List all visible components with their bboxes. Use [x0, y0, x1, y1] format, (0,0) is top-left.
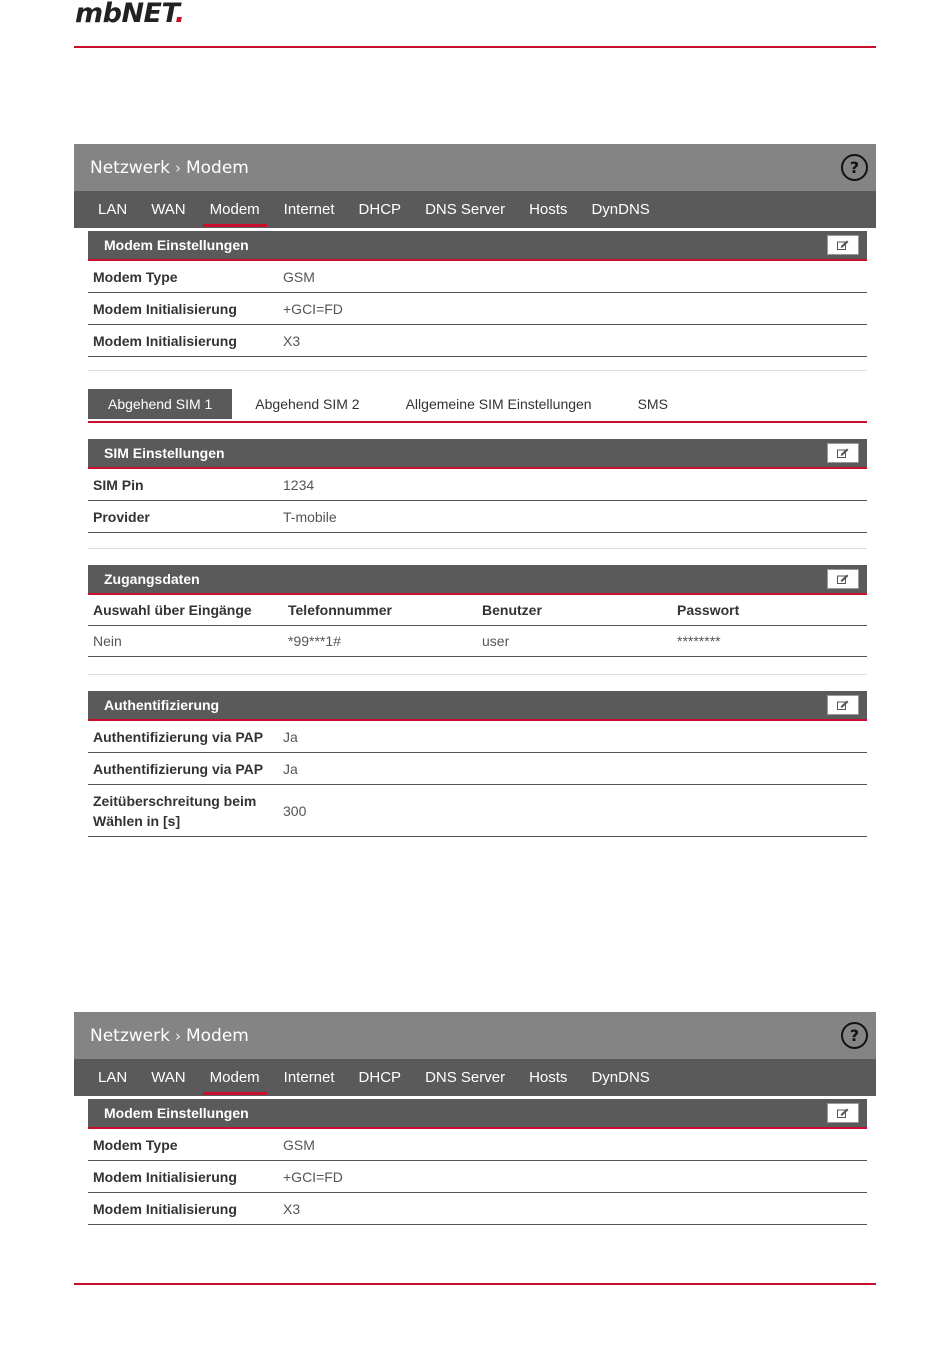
table-row: [88, 1161, 867, 1193]
tab-allgemeine-sim[interactable]: Allgemeine SIM Einstellungen: [405, 396, 592, 412]
network-panel: [74, 144, 876, 228]
sim-settings-section: [88, 439, 867, 533]
row-label: Modem Initialisierung: [93, 1168, 237, 1185]
section-header: [88, 565, 867, 595]
divider: [88, 370, 867, 371]
tab-lan[interactable]: LAN: [98, 1069, 128, 1086]
row-value: GSM: [283, 1136, 315, 1153]
tab-wan[interactable]: WAN: [151, 201, 186, 218]
row-value: Ja: [283, 760, 298, 777]
table-row: [88, 785, 867, 837]
column-header: Telefonnummer: [283, 595, 477, 626]
tab-abgehend-sim-2[interactable]: Abgehend SIM 2: [255, 396, 360, 412]
edit-icon: [837, 700, 849, 710]
table-row: [88, 261, 867, 293]
row-value: X3: [283, 332, 301, 349]
panel-titlebar: [74, 1012, 876, 1059]
tab-sms[interactable]: SMS: [637, 396, 668, 412]
panel-titlebar: [74, 144, 876, 191]
table-row: [88, 325, 867, 357]
edit-button[interactable]: [827, 695, 859, 715]
table-row: [88, 1129, 867, 1161]
table-row: [88, 501, 867, 533]
section-title: Authentifizierung: [104, 697, 220, 713]
tab-wan[interactable]: WAN: [151, 1069, 186, 1086]
edit-button[interactable]: [827, 443, 859, 463]
row-label: Modem Initialisierung: [93, 300, 237, 317]
section-title: Modem Einstellungen: [104, 237, 249, 253]
section-header: [88, 691, 867, 721]
divider: [88, 674, 867, 675]
network-tabs: [74, 1059, 876, 1096]
table-row: [88, 721, 867, 753]
table-row: [88, 1193, 867, 1225]
table-row: [88, 753, 867, 785]
network-tabs: [74, 191, 876, 228]
section-header: [88, 231, 867, 261]
table-row: [88, 469, 867, 501]
section-header: [88, 1099, 867, 1129]
section-title: Zugangsdaten: [104, 571, 200, 587]
row-label: Modem Initialisierung: [93, 1200, 237, 1217]
row-label: Modem Type: [93, 1136, 178, 1153]
column-header: Auswahl über Eingänge: [88, 595, 283, 626]
tab-lan[interactable]: LAN: [98, 201, 128, 218]
modem-settings-section-2: [88, 1099, 867, 1225]
row-label: Modem Type: [93, 268, 178, 285]
section-title: SIM Einstellungen: [104, 445, 225, 461]
access-section: [88, 565, 867, 657]
table-cell: *99***1#: [283, 626, 477, 657]
tab-abgehend-sim-1[interactable]: Abgehend SIM 1: [88, 389, 232, 419]
table-row: [88, 293, 867, 325]
mbnet-logo: mbNET.: [75, 0, 185, 29]
edit-button[interactable]: [827, 235, 859, 255]
footer-rule: [74, 1283, 876, 1285]
edit-icon: [837, 448, 849, 458]
row-value: +GCI=FD: [283, 300, 343, 317]
tab-dhcp[interactable]: DHCP: [358, 201, 402, 218]
row-value: T-mobile: [283, 508, 337, 525]
column-header: Benutzer: [477, 595, 672, 626]
row-value: +GCI=FD: [283, 1168, 343, 1185]
row-value: 1234: [283, 476, 315, 493]
edit-button[interactable]: [827, 1103, 859, 1123]
tab-internet[interactable]: Internet: [283, 1069, 335, 1086]
row-label: Authentifizierung via PAP: [93, 760, 264, 777]
row-value: 300: [283, 802, 307, 819]
row-value: X3: [283, 1200, 301, 1217]
section-header: [88, 439, 867, 469]
tab-dyndns[interactable]: DynDNS: [591, 1069, 650, 1086]
breadcrumb-root[interactable]: Netzwerk: [90, 157, 170, 178]
row-label: Authentifizierung via PAP: [93, 728, 264, 745]
edit-icon: [837, 574, 849, 584]
access-table: [88, 595, 867, 657]
breadcrumb-root[interactable]: Netzwerk: [90, 1025, 170, 1046]
row-value: GSM: [283, 268, 315, 285]
table-cell: user: [477, 626, 672, 657]
tab-dhcp[interactable]: DHCP: [358, 1069, 402, 1086]
edit-button[interactable]: [827, 569, 859, 589]
section-title: Modem Einstellungen: [104, 1105, 249, 1121]
help-icon[interactable]: ?: [841, 154, 868, 181]
breadcrumb-current: Modem: [185, 1025, 249, 1046]
header-rule: [74, 46, 876, 48]
row-label: SIM Pin: [93, 476, 144, 493]
row-label: Zeitüberschreitung beim Wählen in [s]: [93, 792, 257, 829]
tab-dns-server[interactable]: DNS Server: [425, 1069, 506, 1086]
tab-hosts[interactable]: Hosts: [529, 201, 568, 218]
chevron-right-icon: ›: [174, 158, 181, 177]
sim-tabs: [88, 387, 867, 423]
edit-icon: [837, 1108, 849, 1118]
modem-settings-section: [88, 231, 867, 357]
divider: [88, 548, 867, 549]
tab-dns-server[interactable]: DNS Server: [425, 201, 506, 218]
tab-modem[interactable]: Modem: [200, 1059, 270, 1096]
row-label: Provider: [93, 508, 150, 525]
table-cell: ********: [672, 626, 867, 657]
edit-icon: [837, 240, 849, 250]
table-cell: Nein: [88, 626, 283, 657]
tab-modem[interactable]: Modem: [200, 191, 270, 228]
tab-hosts[interactable]: Hosts: [529, 1069, 568, 1086]
auth-section: [88, 691, 867, 837]
row-value: Ja: [283, 728, 298, 745]
chevron-right-icon: ›: [174, 1026, 181, 1045]
tab-dyndns[interactable]: DynDNS: [591, 201, 650, 218]
help-icon[interactable]: ?: [841, 1022, 868, 1049]
row-label: Modem Initialisierung: [93, 332, 237, 349]
breadcrumb-current: Modem: [185, 157, 249, 178]
tab-internet[interactable]: Internet: [283, 201, 335, 218]
network-panel-2: [74, 1012, 876, 1096]
column-header: Passwort: [672, 595, 867, 626]
